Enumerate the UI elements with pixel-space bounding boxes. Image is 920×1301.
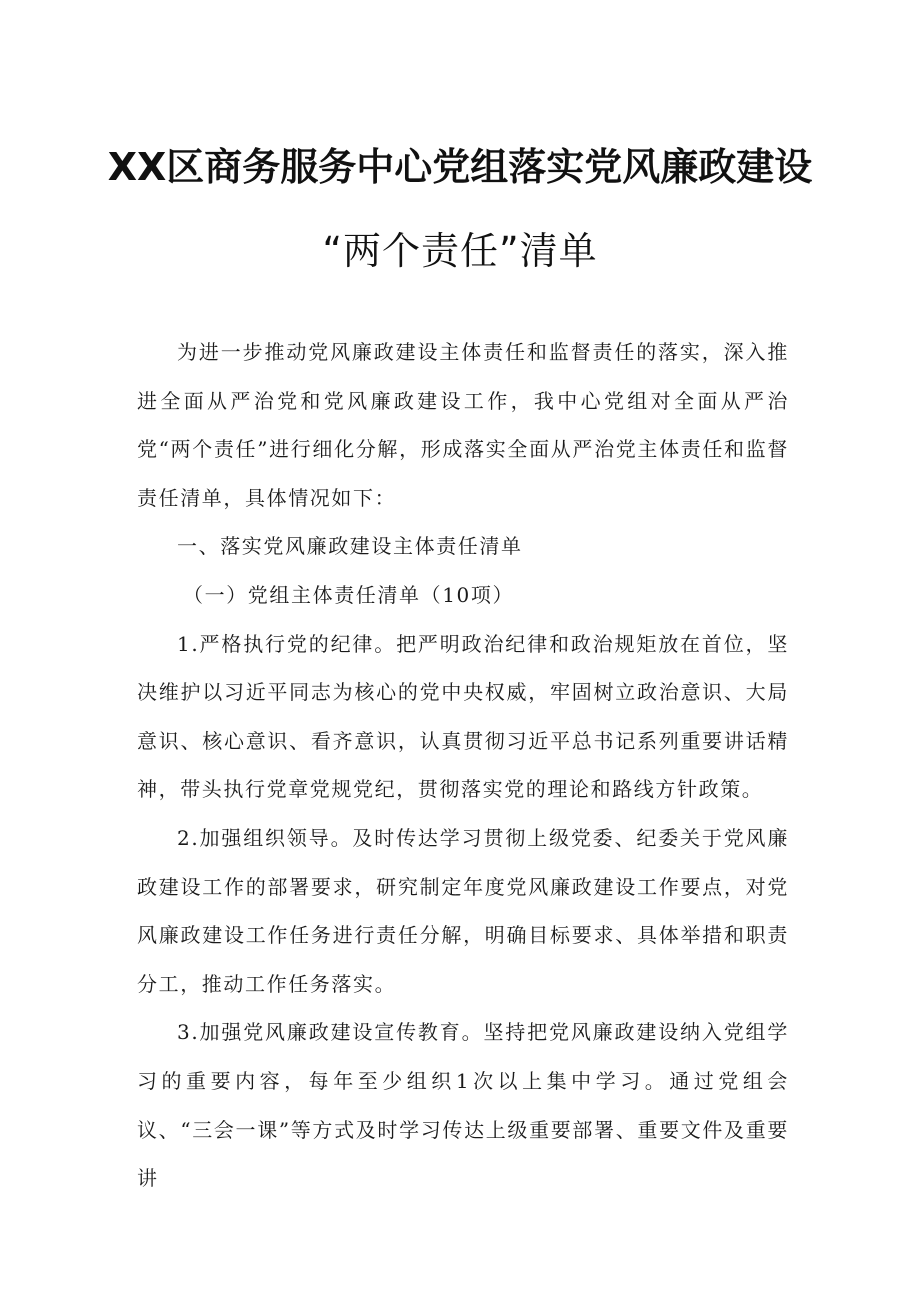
subsection1-heading: （一）党组主体责任清单（10项） [183,582,515,607]
section1-heading: 一、落实党风廉政建设主体责任清单 [177,534,523,559]
document-title-line2: “两个责任”清单 [322,229,598,273]
item1-paragraph: 1.严格执行党的纪律。把严明政治纪律和政治规矩放在首位，坚决维护以习近平同志为核心的党中央权威，牢固树立政治意识、大局意识、核心意识、看齐意识，认真贯彻习近平总书记系列重要讲话精神，带头执行党章党规党纪，贯彻落实党的理论和路线方针政策。 [137,631,789,802]
document-title-line1: XX区商务服务中心党组落实党风廉政建设 [107,145,813,189]
document-body [137,328,789,1203]
item2-paragraph: 2.加强组织领导。及时传达学习贯彻上级党委、纪委关于党风廉政建设工作的部署要求，研究制定年度党风廉政建设工作要点，对党风廉政建设工作任务进行责任分解，明确目标要求、具体举措和职责分工，推动工作任务落实。 [137,825,789,996]
item3-paragraph: 3.加强党风廉政建设宣传教育。坚持把党风廉政建设纳入党组学习的重要内容，每年至少组织1次以上集中学习。通过党组会议、“三会一课”等方式及时学习传达上级重要部署、重要文件及重要讲 [137,1020,789,1191]
intro-paragraph: 为进一步推动党风廉政建设主体责任和监督责任的落实，深入推进全面从严治党和党风廉政建设工作，我中心党组对全面从严治党“两个责任”进行细化分解，形成落实全面从严治党主体责任和监督责任清单，具体情况如下： [137,340,789,510]
